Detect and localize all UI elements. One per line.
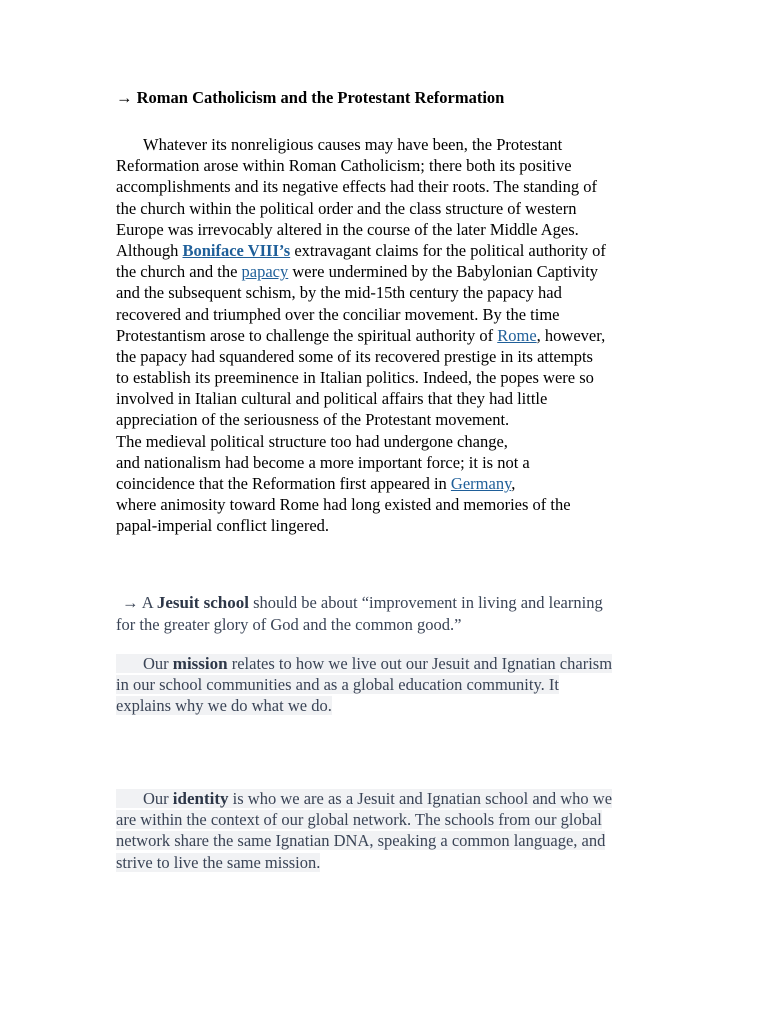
text-line: to establish its preeminence in Italian politics. Indeed, the popes were so [116,368,594,388]
text-fragment: were undermined by the Babylonian Captivity [288,262,599,282]
boniface-link[interactable]: Boniface VIII’s [182,240,291,260]
text-fragment: Our [143,654,173,673]
text-line [116,695,612,716]
text-line: and nationalism had become a more important force; it is not a [116,452,530,472]
text-line: Whatever its nonreligious causes may have been, the Protestant [143,135,563,154]
reformation-paragraph [116,134,676,537]
text-line [116,852,612,873]
text-line [116,674,612,695]
identity-paragraph [116,788,612,873]
text-line: for the greater glory of God and the common good.” [116,614,462,634]
text-fragment: , however, [536,325,606,345]
jesuit-school-term: Jesuit school [156,593,249,612]
text-fragment: is who we are as a Jesuit and Ignatian school and who we [228,789,613,808]
shaded-text: in our school communities and as a global education community. It [116,675,559,695]
mission-paragraph [116,653,612,717]
text-fragment: Although [116,240,183,260]
shaded-text [116,654,612,673]
text-line [116,240,676,261]
text-line [116,325,676,346]
text-line: the church within the political order and the class structure of western [116,198,577,218]
shaded-text: are within the context of our global network. The schools from our global [116,810,602,830]
text-line: papal-imperial conflict lingered. [116,516,330,536]
text-line: involved in Italian cultural and political affairs that they had little [116,389,548,409]
text-fragment: Protestantism arose to challenge the spiritual authority of [116,325,498,345]
rome-link[interactable]: Rome [497,325,537,345]
text-fragment: extravagant claims for the political authority of [290,240,606,260]
text-fragment: should be about “improvement in living and learning [248,593,603,612]
shaded-text: strive to live the same mission. [116,852,321,872]
text-line [116,473,676,494]
text-line: Europe was irrevocably altered in the course of the later Middle Ages. [116,219,579,239]
text-line [116,830,612,851]
mission-term: mission [172,654,228,673]
identity-term: identity [172,789,229,808]
germany-link[interactable]: Germany [450,474,512,493]
text-line: the papacy had squandered some of its recovered prestige in its attempts [116,346,593,366]
jesuit-school-statement [116,592,603,635]
shaded-text [116,789,612,808]
shaded-text: explains why we do what we do. [116,696,332,716]
arrow-prefix: → A [122,593,157,612]
shaded-text: network share the same Ignatian DNA, speaking a common language, and [116,831,606,851]
text-line: The medieval political structure too had undergone change, [116,431,508,451]
papacy-link[interactable]: papacy [241,262,289,282]
text-line: accomplishments and its negative effects had their roots. The standing of [116,177,597,197]
text-line [116,788,612,809]
text-line [116,809,612,830]
text-line [116,592,603,614]
text-fragment: coincidence that the Reformation first appeared in [116,474,451,493]
text-line [116,261,676,282]
text-fragment: the church and the [116,262,242,282]
text-line: appreciation of the seriousness of the Protestant movement. [116,410,510,430]
text-fragment: relates to how we live out our Jesuit and Ignatian charism [227,654,613,673]
text-line: recovered and triumphed over the conciliar movement. By the time [116,304,560,324]
section-heading: → Roman Catholicism and the Protestant Reformation [116,88,505,107]
text-fragment: , [511,474,516,493]
text-line: where animosity toward Rome had long existed and memories of the [116,495,571,515]
text-line: and the subsequent schism, by the mid-15th century the papacy had [116,283,562,303]
text-fragment: Our [143,789,173,808]
text-line [116,653,612,674]
text-line: Reformation arose within Roman Catholicism; there both its positive [116,156,572,176]
